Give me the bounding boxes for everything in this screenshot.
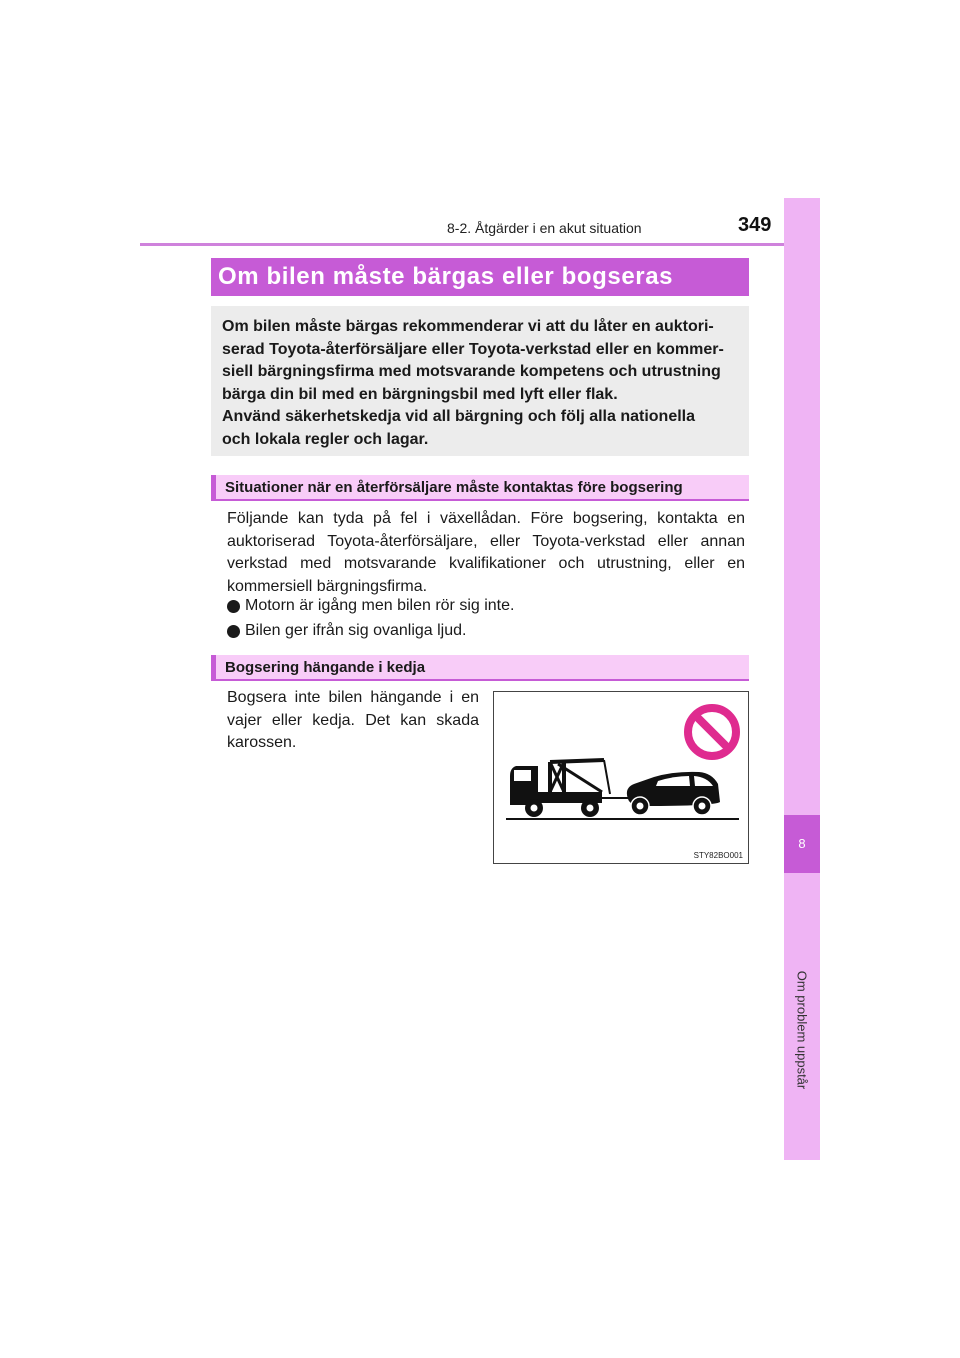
tow-truck-icon xyxy=(510,760,628,817)
intro-line: bärga din bil med en bärgningsbil med lyft eller flak. xyxy=(222,385,618,403)
bullet-icon xyxy=(227,625,240,638)
intro-line: Använd säkerhetskedja vid all bärgning och följ alla nationella xyxy=(222,408,696,426)
chapter-number: 8 xyxy=(784,815,820,873)
intro-line: serad Toyota-återförsäljare eller Toyota-verkstad eller en kommer- xyxy=(222,340,724,358)
bullet-text: Bilen ger ifrån sig ovanliga ljud. xyxy=(245,622,467,639)
intro-line: och lokala regler och lagar. xyxy=(222,430,429,448)
tow-truck-car-drawing xyxy=(494,692,748,863)
chain-subheading: Bogsering hängande i kedja xyxy=(225,659,426,676)
dealer-subheading: Situationer när en återförsäljare måste kontaktas före bogsering xyxy=(225,479,683,496)
intro-line: Om bilen måste bärgas rekommenderar vi att du låter en auktori- xyxy=(222,318,714,335)
chain-paragraph: Bogsera inte bilen hängande i en vajer eller kedja. Det kan skada karossen. xyxy=(227,689,479,751)
header-section-title: 8-2. Åtgärder i en akut situation xyxy=(447,220,642,236)
header-divider xyxy=(140,243,818,246)
car-icon xyxy=(627,772,720,815)
section-title: Om bilen måste bärgas eller bogseras xyxy=(218,263,674,290)
bullet-text: Motorn är igång men bilen rör sig inte. xyxy=(245,597,515,614)
figure-code: STY82BO001 xyxy=(693,851,743,860)
dealer-paragraph: Följande kan tyda på fel i växellådan. Före bogsering, kontakta en auktoriserad Toyota-återförsäljare, eller Toyota-verkstad eller annan verkstad med motsvarande kvalifikationer och utrustning, eller en kommersiell bärgningsfirma. xyxy=(227,510,745,595)
page-number: 349 xyxy=(738,214,772,236)
tow-illustration xyxy=(493,691,749,864)
prohibited-icon xyxy=(688,708,736,756)
intro-line: siell bärgningsfirma med motsvarande kompetens och utrustning xyxy=(222,363,721,381)
chapter-title: Om problem uppstår xyxy=(794,970,810,1090)
bullet-icon xyxy=(227,600,240,613)
intro-text xyxy=(222,316,740,452)
